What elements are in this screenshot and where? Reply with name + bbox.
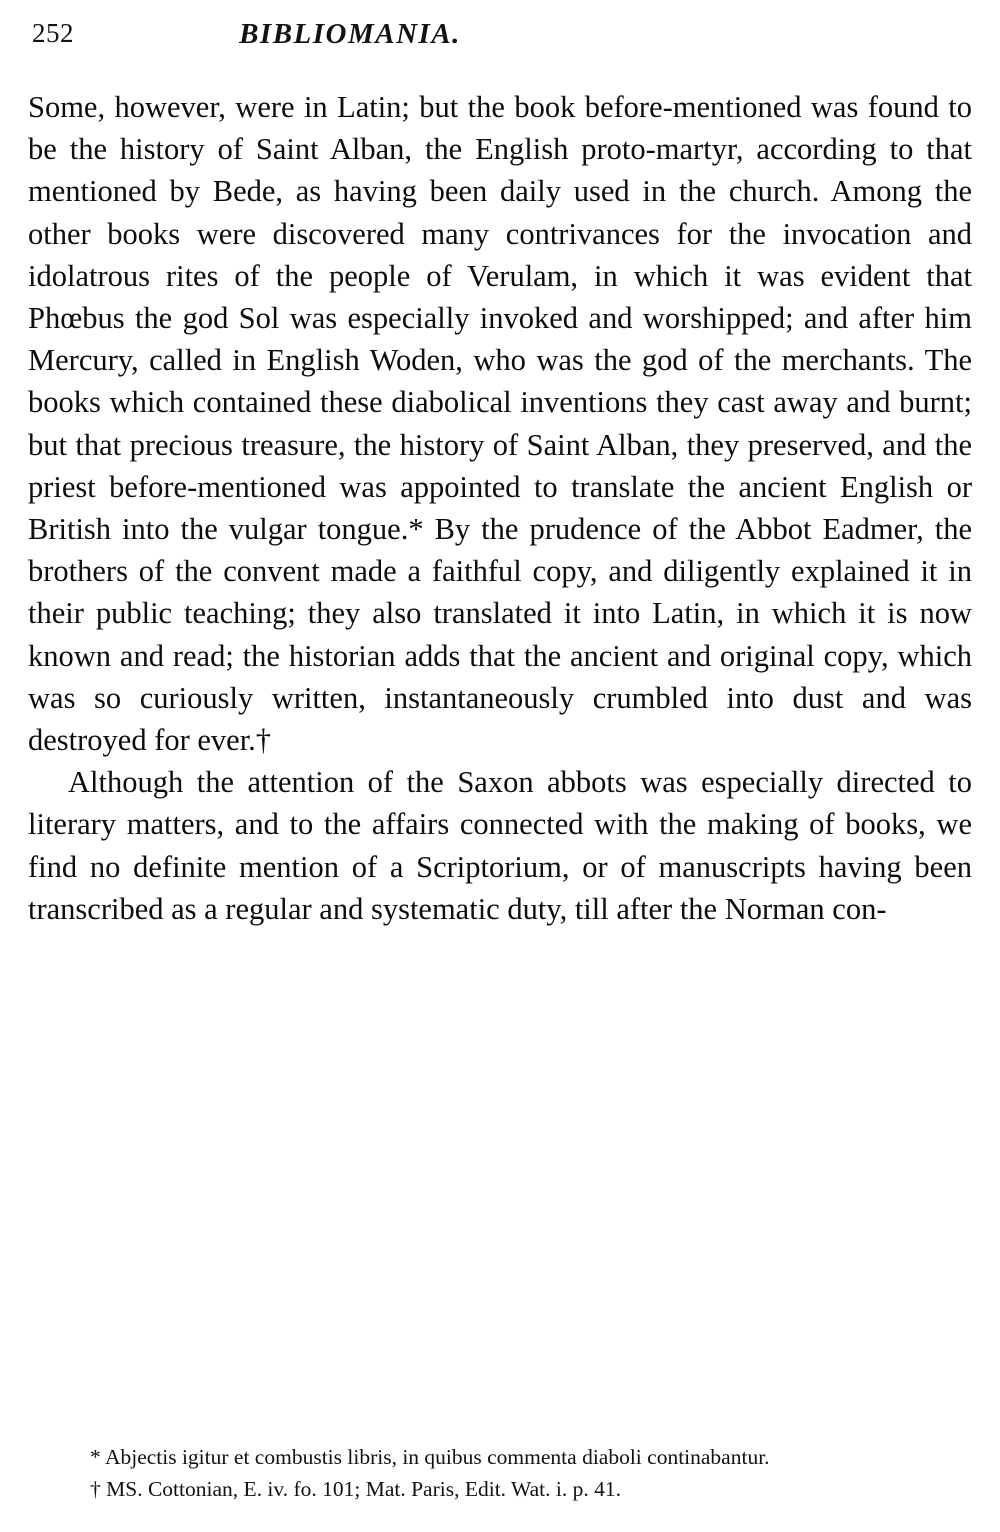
body-text [28, 86, 972, 930]
page-number: 252 [32, 18, 74, 48]
paragraph-1: Some, however, were in Latin; but the book before-mentioned was found to be the history of Saint Alban, the English proto-martyr, according to that mentioned by Bede, as having been daily used in the church. Among the other books were discovered many contrivances for the invocation and idolatrous rites of the people of Verulam, in which it was evident that Phœbus the god Sol was especially invoked and worshipped; and after him Mercury, called in English Woden, who was the god of the merchants. The books which contained these diabolical inventions they cast away and burnt; but that precious treasure, the history of Saint Alban, they preserved, and the priest before-mentioned was appointed to translate the ancient English or British into the vulgar tongue.* By the prudence of the Abbot Eadmer, the brothers of the convent made a faithful copy, and diligently explained it in their public teaching; they also translated it into Latin, in which it is now known and read; the historian adds that the ancient and original copy, which was so curiously written, instantaneously crumbled into dust and was destroyed for ever.† [28, 90, 972, 758]
footnote-2: † MS. Cottonian, E. iv. fo. 101; Mat. Paris, Edit. Wat. i. p. 41. [90, 1477, 621, 1501]
paragraph-2: Although the attention of the Saxon abbots was especially directed to literary matters, and to the affairs connected with the making of books, we find no definite mention of a Scriptorium, or of manuscripts having been transcribed as a regular and systematic duty, till after the Norman con- [28, 765, 972, 926]
page-header [28, 18, 972, 72]
running-title: BIBLIOMANIA. [239, 18, 461, 50]
footnote-1: * Abjectis igitur et combustis libris, in quibus commenta diaboli continabantur. [90, 1445, 770, 1469]
footnotes [28, 1442, 972, 1506]
